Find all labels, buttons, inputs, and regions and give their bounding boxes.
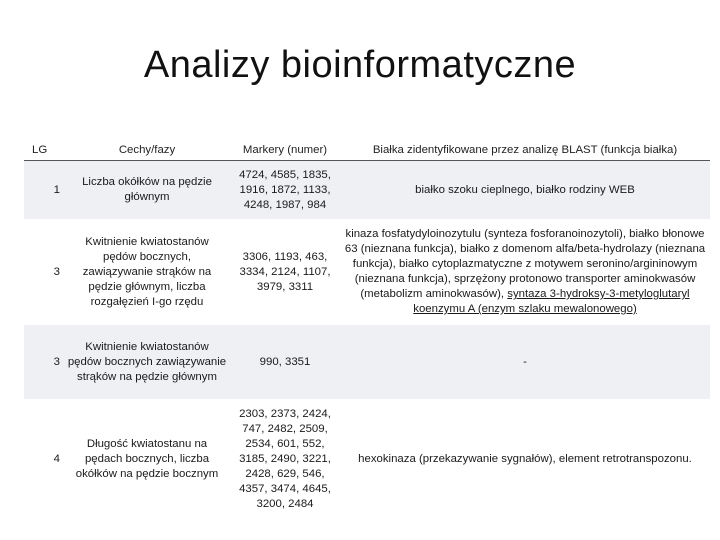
protein-cell (340, 325, 710, 399)
protein-text-underlined: syntaza 3-hydroksy-3-metyloglutaryl koenzymu A (enzym szlaku mewalonowego) (413, 288, 690, 315)
protein-text: kinaza fosfatydyloinozytulu (synteza fosforanoinozytoli), białko błonowe 63 (nieznana funkcja), białko z domenom alfa/beta-hydrolazy (nieznana funkcja), białko cytoplazmatyczne z motywem seronino/argininowym (nieznana funkcja), sprzężony protonowo transporter aminokwasów (metabolizm aminokwasów), (344, 228, 706, 300)
table-row (24, 325, 710, 399)
table-row (24, 399, 710, 519)
results-table (24, 140, 710, 519)
markers-cell: 2303, 2373, 2424, 747, 2482, 2509, 2534, 601, 552, 3185, 2490, 3221, 2428, 629, 546, 4357, 3474, 4645, 3200, 2484 (239, 407, 331, 510)
trait-cell: Długość kwiatostanu na pędach bocznych, liczba okółków na pędzie bocznym (75, 437, 219, 480)
protein-cell (340, 161, 710, 220)
trait-cell: Kwitnienie kwiatostanów pędów bocznych zawiązywanie strąków na pędzie głównym (64, 325, 230, 399)
table-row (24, 219, 710, 325)
lg-cell: 1 (24, 161, 64, 220)
trait-cell: Kwitnienie kwiatostanów pędów bocznych, zawiązywanie strąków na pędzie głównym, liczba rozgałęzień I-go rzędu (82, 235, 212, 308)
lg-cell: 3 (53, 265, 60, 278)
markers-cell: 4724, 4585, 1835, 1916, 1872, 1133, 4248, 1987, 984 (230, 161, 340, 220)
protein-cell (340, 399, 710, 519)
trait-cell: Liczba okółków na pędzie głównym (64, 161, 230, 220)
table-header-row (24, 140, 710, 161)
markers-cell: 3306, 1193, 463, 3334, 2124, 1107, 3979, 3311 (239, 250, 331, 293)
table-row (24, 161, 710, 220)
markers-cell: 990, 3351 (230, 325, 340, 399)
protein-cell (340, 219, 710, 325)
lg-cell: 4 (53, 452, 60, 465)
protein-text: białko szoku cieplnego, białko rodziny WEB (415, 183, 635, 196)
header-lg: LG (24, 140, 64, 161)
slide-title: Analizy bioinformatyczne (143, 44, 577, 86)
header-traits: Cechy/fazy (64, 140, 230, 161)
header-proteins: Białka zidentyfikowane przez analizę BLAST (funkcja białka) (340, 140, 710, 161)
protein-text: hexokinaza (przekazywanie sygnałów), element retrotranspozonu. (358, 452, 692, 465)
protein-text: - (523, 355, 527, 368)
header-markers: Markery (numer) (230, 140, 340, 161)
lg-cell: 3 (24, 325, 64, 399)
